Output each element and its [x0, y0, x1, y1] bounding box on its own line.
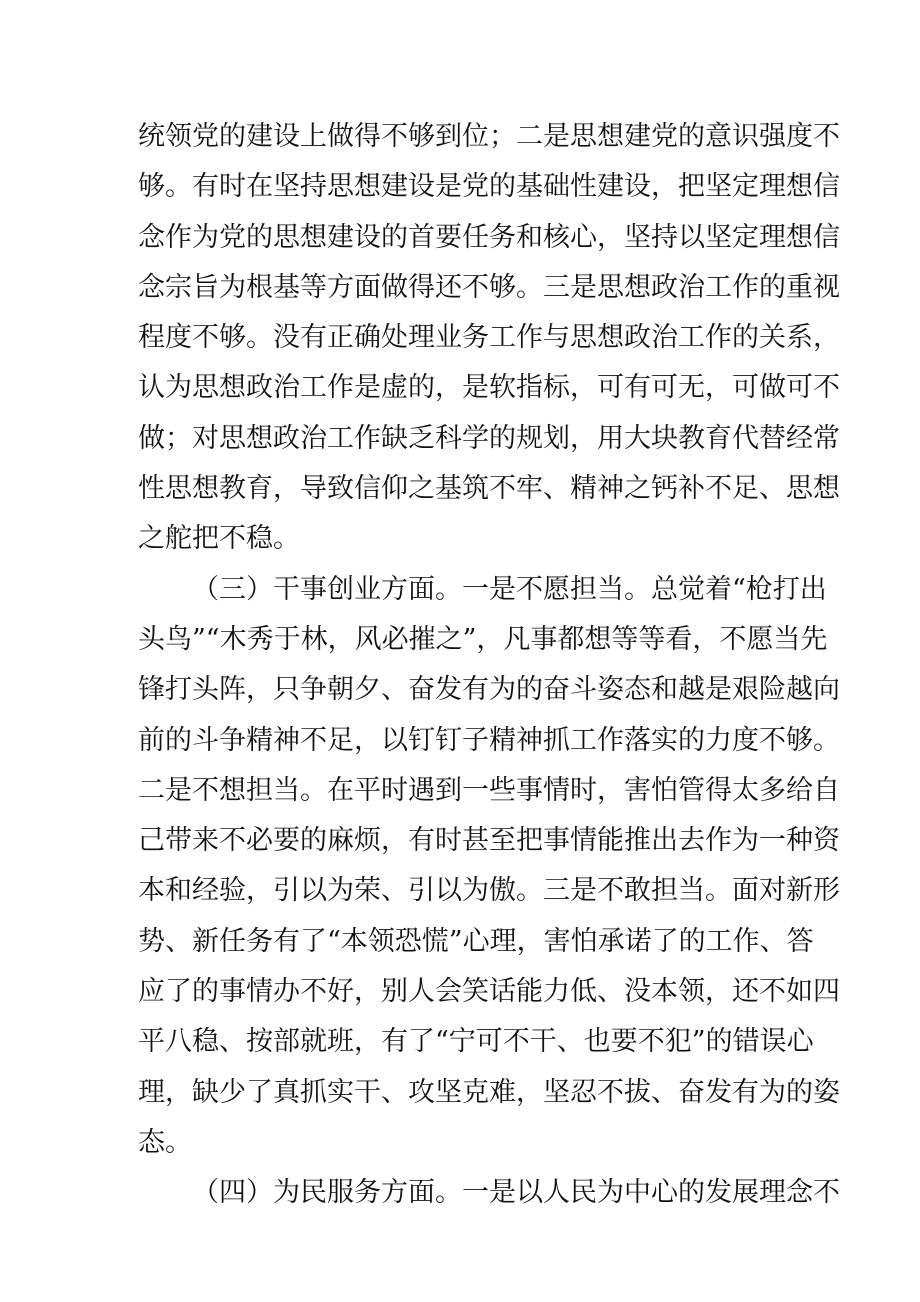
text-line: 够。有时在坚持思想建设是党的基础性建设，把坚定理想信	[138, 171, 840, 203]
text-line: 念作为党的思想建设的首要任务和核心，坚持以坚定理想信	[138, 221, 840, 253]
text-line: 头鸟”“木秀于林，风必摧之”，凡事都想等等看，不愿当先	[138, 623, 828, 655]
text-line: 应了的事情办不好，别人会笑话能力低、没本领，还不如四	[138, 976, 840, 1008]
text-line: 认为思想政治工作是虚的，是软指标，可有可无，可做可不	[138, 372, 840, 404]
text-line: 之舵把不稳。	[138, 523, 300, 555]
document-body	[138, 112, 840, 1219]
text-line: 前的斗争精神不足，以钉钉子精神抓工作落实的力度不够。	[138, 724, 840, 756]
section-four-heading-line: （四）为民服务方面。一是以人民为中心的发展理念不	[192, 1177, 840, 1209]
text-line: 己带来不必要的麻烦，有时甚至把事情能推出去作为一种资	[138, 825, 840, 857]
section-three-heading-line: （三）干事创业方面。一是不愿担当。总觉着“枪打出	[192, 573, 827, 605]
text-line: 念宗旨为根基等方面做得还不够。三是思想政治工作的重视	[138, 271, 840, 303]
text-line: 平八稳、按部就班，有了“宁可不干、也要不犯”的错误心	[138, 1026, 814, 1058]
text-line: 二是不想担当。在平时遇到一些事情时，害怕管得太多给自	[138, 774, 840, 806]
text-line: 做；对思想政治工作缺乏科学的规划，用大块教育代替经常	[138, 422, 840, 454]
text-line: 统领党的建设上做得不够到位；二是思想建党的意识强度不	[138, 121, 840, 152]
text-line: 程度不够。没有正确处理业务工作与思想政治工作的关系，	[138, 322, 840, 354]
text-line: 态。	[138, 1126, 192, 1158]
text-line: 本和经验，引以为荣、引以为傲。三是不敢担当。面对新形	[138, 875, 840, 907]
text-line: 性思想教育，导致信仰之基筑不牢、精神之钙补不足、思想	[138, 473, 840, 505]
text-line: 理，缺少了真抓实干、攻坚克难，坚忍不拔、奋发有为的姿	[138, 1076, 840, 1108]
text-line: 锋打头阵，只争朝夕、奋发有为的奋斗姿态和越是艰险越向	[138, 674, 840, 706]
text-line: 势、新任务有了“本领恐慌”心理，害怕承诺了的工作、答	[138, 925, 814, 957]
